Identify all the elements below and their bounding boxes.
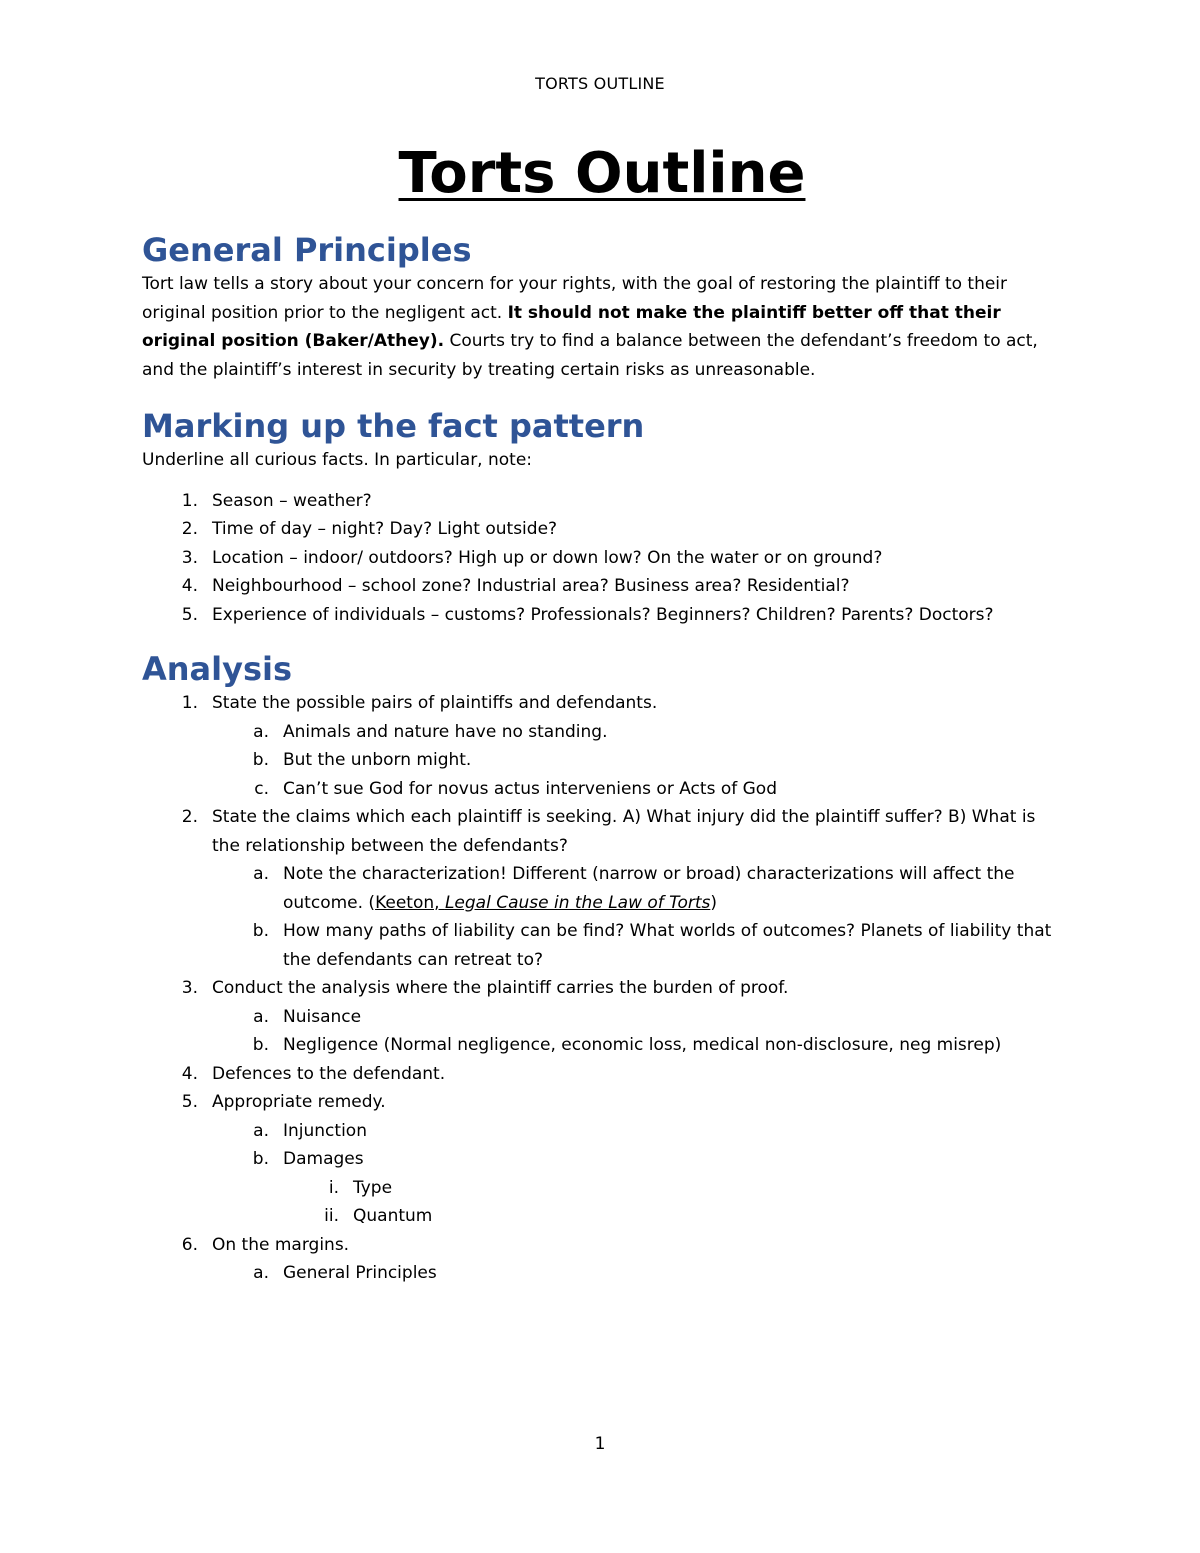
list-item: 4. Neighbourhood – school zone? Industrial area? Business area? Residential? xyxy=(181,576,850,596)
list-item: c. Can’t sue God for novus actus interveniens or Acts of God xyxy=(254,778,777,799)
general-principles-paragraph xyxy=(142,270,1062,384)
list-item: 2. Time of day – night? Day? Light outside? xyxy=(181,519,558,539)
running-header: TORTS OUTLINE xyxy=(535,74,665,93)
list-item: 5. Appropriate remedy. xyxy=(181,1092,386,1112)
list-item: i. Type xyxy=(328,1177,393,1198)
page-number: 1 xyxy=(594,1434,606,1454)
analysis-list xyxy=(142,689,1062,1288)
general-text-2: Courts try to find a balance between the defendant’s freedom to act, and the plaintiff’s interest in security by treating certain risks as unreasonable. xyxy=(142,331,1038,380)
document-title: Torts Outline xyxy=(398,141,806,206)
list-item: 6. On the margins. xyxy=(181,1234,350,1255)
list-item: b. Negligence (Normal negligence, economic loss, medical non-disclosure, neg misrep) xyxy=(252,1035,1002,1055)
list-item: a. Injunction xyxy=(253,1120,367,1141)
list-item: ii. Quantum xyxy=(324,1206,433,1226)
list-item: 4. Defences to the defendant. xyxy=(181,1063,446,1084)
list-item: a. Nuisance xyxy=(253,1006,362,1027)
general-text-1: Tort law tells a story about your concern for your rights, with the goal of restoring the plaintiff to their original position prior to the negligent act. xyxy=(142,274,1008,323)
general-text-bold: It should not make the plaintiff better off that their original position (Baker/Athey). xyxy=(142,302,1001,351)
list-item: 3. Location – indoor/ outdoors? High up or down low? On the water or on ground? xyxy=(181,547,883,568)
heading-general-principles: General Principles xyxy=(142,231,472,269)
list-item: a. General Principles xyxy=(253,1263,437,1283)
list-item: 2. State the claims which each plaintiff is seeking. A) What injury did the plaintiff suffer? B) What is the relationship between the defendants? xyxy=(181,807,1036,856)
list-item: b. Damages xyxy=(252,1149,364,1169)
list-item: 5. Experience of individuals – customs? Professionals? Beginners? Children? Parents? Doctors? xyxy=(181,604,994,625)
list-item: 1. State the possible pairs of plaintiffs and defendants. xyxy=(181,693,658,713)
marking-intro: Underline all curious facts. In particular, note: xyxy=(142,450,533,470)
citation-title: Legal Cause in the Law of Torts xyxy=(444,892,711,913)
list-item: b. How many paths of liability can be find? What worlds of outcomes? Planets of liability that the defendants can retreat to? xyxy=(252,921,1052,970)
document-body xyxy=(142,140,1062,1288)
marking-list xyxy=(142,487,1062,630)
list-item: b. But the unborn might. xyxy=(252,750,472,770)
citation-author: Keeton, xyxy=(375,892,445,913)
list-item: 1. Season – weather? xyxy=(181,490,372,511)
list-item: 3. Conduct the analysis where the plaintiff carries the burden of proof. xyxy=(181,978,789,998)
heading-marking-up: Marking up the fact pattern xyxy=(142,407,645,445)
list-item: a. Animals and nature have no standing. xyxy=(253,721,608,742)
heading-analysis: Analysis xyxy=(142,650,293,688)
list-item: a. Note the characterization! Different (narrow or broad) characterizations will affect the outcome. (Keeton, Legal Cause in the Law of Torts) xyxy=(253,864,1015,913)
